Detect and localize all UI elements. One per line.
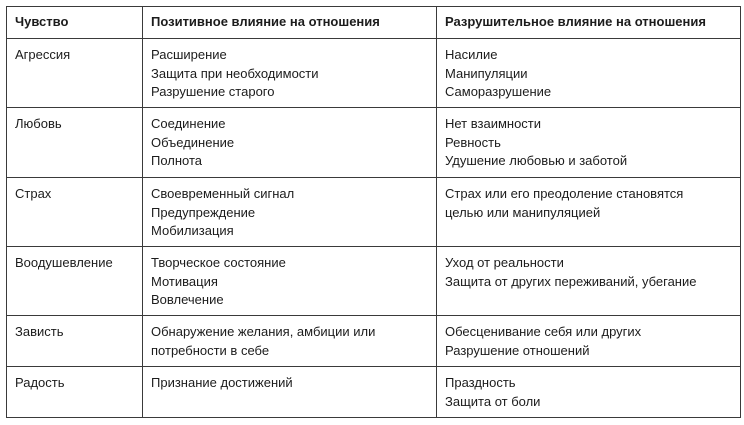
table-row: [7, 178, 741, 247]
positive-item: Своевременный сигнал: [151, 186, 295, 201]
positive-item: Обнаружение желания, амбиции или: [151, 324, 376, 339]
negative-item: целью или манипуляцией: [445, 204, 601, 220]
header-destructive-influence: Разрушительное влияние на отношения: [437, 7, 741, 39]
negative-item: Праздность: [445, 375, 516, 390]
negative-item: Защита от других переживаний, убегание: [445, 273, 697, 289]
positive-item: Соединение: [151, 116, 226, 131]
positive-item: Разрушение старого: [151, 84, 275, 99]
negative-item: Насилие: [445, 47, 498, 62]
table-row: [7, 247, 741, 316]
positive-cell: [143, 178, 437, 247]
positive-item: Творческое состояние: [151, 255, 286, 270]
negative-cell: [437, 247, 741, 316]
positive-item: Предупреждение: [151, 204, 256, 220]
feeling-cell: Радость: [7, 367, 143, 418]
negative-cell: [437, 178, 741, 247]
header-row: [7, 7, 741, 39]
positive-item: потребности в себе: [151, 342, 270, 358]
negative-cell: [437, 316, 741, 367]
feeling-cell: Зависть: [7, 316, 143, 367]
negative-cell: [437, 39, 741, 108]
positive-item: Мотивация: [151, 273, 218, 289]
negative-cell: [437, 367, 741, 418]
table-row: [7, 108, 741, 178]
positive-item: Объединение: [151, 134, 235, 150]
positive-item: Вовлечение: [151, 292, 224, 307]
negative-item: Защита от боли: [445, 393, 541, 409]
positive-cell: [143, 316, 437, 367]
feeling-cell: Любовь: [7, 108, 143, 178]
negative-item: Уход от реальности: [445, 255, 564, 270]
header-feeling: Чувство: [7, 7, 143, 39]
feelings-table: [6, 6, 741, 418]
negative-item: Удушение любовью и заботой: [445, 153, 628, 168]
positive-item: Полнота: [151, 153, 203, 168]
table-row: [7, 39, 741, 108]
negative-item: Обесценивание себя или других: [445, 324, 642, 339]
feeling-cell: Воодушевление: [7, 247, 143, 316]
positive-cell: [143, 39, 437, 108]
positive-item: Признание достижений: [151, 375, 293, 390]
negative-item: Ревность: [445, 134, 501, 150]
table-row: [7, 367, 741, 418]
feeling-cell: Страх: [7, 178, 143, 247]
negative-item: Разрушение отношений: [445, 342, 590, 358]
table-header: [7, 7, 741, 39]
positive-item: Мобилизация: [151, 223, 234, 238]
negative-item: Нет взаимности: [445, 116, 542, 131]
negative-item: Саморазрушение: [445, 84, 552, 99]
positive-cell: [143, 108, 437, 178]
positive-cell: [143, 247, 437, 316]
header-positive-influence: Позитивное влияние на отношения: [143, 7, 437, 39]
feeling-cell: Агрессия: [7, 39, 143, 108]
positive-cell: [143, 367, 437, 418]
negative-cell: [437, 108, 741, 178]
negative-item: Страх или его преодоление становятся: [445, 186, 684, 201]
negative-item: Манипуляции: [445, 65, 528, 81]
positive-item: Расширение: [151, 47, 227, 62]
positive-item: Защита при необходимости: [151, 65, 319, 81]
table-row: [7, 316, 741, 367]
